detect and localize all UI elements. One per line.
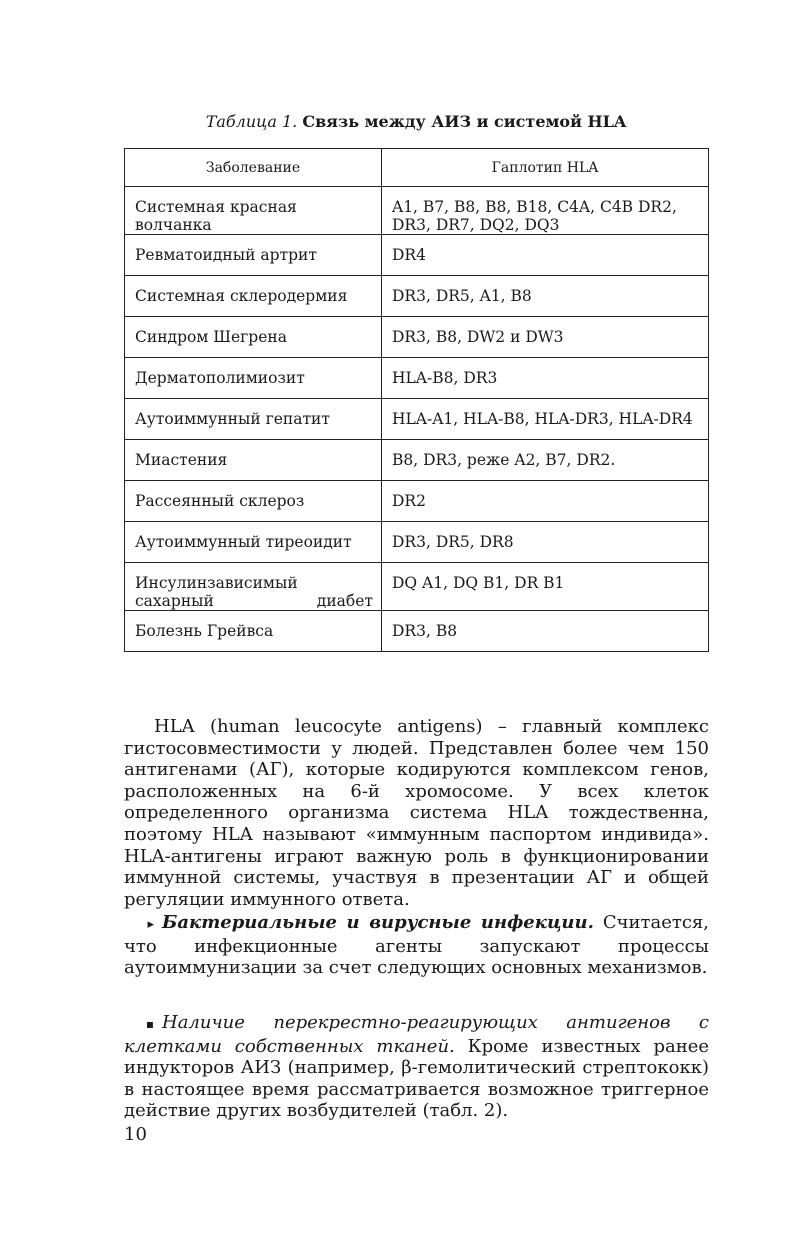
table-caption bbox=[0, 112, 786, 131]
disease-cell: Миастения bbox=[125, 440, 382, 481]
table-row bbox=[125, 317, 709, 358]
hla-table bbox=[124, 148, 709, 652]
cross-reacting-heading: Наличие перекрестно-реагирующих антигенов с клетками собственных тканей. bbox=[124, 1012, 709, 1057]
table-caption-title: Связь между АИЗ и системой HLA bbox=[302, 112, 627, 131]
haplotype-cell: A1, B7, B8, B8, B18, C4A, C4B DR2, DR3, DR7, DQ2, DQ3 bbox=[382, 187, 709, 235]
disease-cell: Ревматоидный артрит bbox=[125, 235, 382, 276]
triangle-bullet-icon: ▸ bbox=[147, 917, 154, 932]
square-bullet-icon: ▪ bbox=[145, 1017, 154, 1031]
disease-cell: Инсулинзависимый сахарный диабет bbox=[125, 563, 382, 611]
infections-paragraph bbox=[124, 912, 709, 979]
table-row bbox=[125, 563, 709, 611]
table-row bbox=[125, 611, 709, 652]
table-caption-label: Таблица 1. bbox=[205, 112, 298, 131]
table-row bbox=[125, 522, 709, 563]
table-row bbox=[125, 440, 709, 481]
infections-heading: Бактериальные и вирусные инфекции. bbox=[162, 912, 594, 933]
haplotype-cell: DR2 bbox=[382, 481, 709, 522]
haplotype-cell: HLA-B8, DR3 bbox=[382, 358, 709, 399]
page-number: 10 bbox=[124, 1124, 147, 1145]
table-row bbox=[125, 358, 709, 399]
disease-cell: Синдром Шегрена bbox=[125, 317, 382, 358]
cross-reacting-antigens-paragraph bbox=[124, 1012, 709, 1122]
haplotype-cell: HLA-A1, HLA-B8, HLA-DR3, HLA-DR4 bbox=[382, 399, 709, 440]
disease-cell: Системная склеродермия bbox=[125, 276, 382, 317]
haplotype-cell: DR3, B8, DW2 и DW3 bbox=[382, 317, 709, 358]
disease-cell: Системная красная волчанка bbox=[125, 187, 382, 235]
hla-paragraph: HLA (human leucocyte antigens) – главный комплекс гистосовместимости у людей. Представлен более чем 150 антигенами (АГ), которые кодируются комплексом генов, расположенных на 6-й хромосоме. У всех клеток определенного организма система HLA тождественна, поэтому HLA называют «иммунным паспортом индивида». HLA-антигены играют важную роль в функционировании иммунной системы, участвуя в презентации АГ и общей регуляции иммунного ответа. bbox=[124, 716, 709, 910]
infections-text: Считается, что инфекционные агенты запускают процессы аутоиммунизации за счет следующих основных механизмов. bbox=[124, 912, 709, 979]
table-row bbox=[125, 276, 709, 317]
table-row bbox=[125, 399, 709, 440]
header-haplotype: Гаплотип HLA bbox=[382, 149, 709, 187]
haplotype-cell: DR3, B8 bbox=[382, 611, 709, 652]
table-row bbox=[125, 187, 709, 235]
haplotype-cell: DR4 bbox=[382, 235, 709, 276]
disease-cell: Болезнь Грейвса bbox=[125, 611, 382, 652]
haplotype-cell: DR3, DR5, A1, B8 bbox=[382, 276, 709, 317]
cross-reacting-text: Кроме известных ранее индукторов АИЗ (например, β-гемолитический стрептококк) в настоящее время рассматривается возможное триггерное действие других возбудителей (табл. 2). bbox=[124, 1035, 710, 1122]
table-row bbox=[125, 235, 709, 276]
haplotype-cell: DR3, DR5, DR8 bbox=[382, 522, 709, 563]
header-disease: Заболевание bbox=[125, 149, 382, 187]
disease-cell: Дерматополимиозит bbox=[125, 358, 382, 399]
disease-cell: Аутоиммунный гепатит bbox=[125, 399, 382, 440]
haplotype-cell: B8, DR3, реже A2, B7, DR2. bbox=[382, 440, 709, 481]
table-row bbox=[125, 481, 709, 522]
disease-cell: Аутоиммунный тиреоидит bbox=[125, 522, 382, 563]
table-header-row bbox=[125, 149, 709, 187]
disease-cell: Рассеянный склероз bbox=[125, 481, 382, 522]
haplotype-cell: DQ A1, DQ B1, DR B1 bbox=[382, 563, 709, 611]
